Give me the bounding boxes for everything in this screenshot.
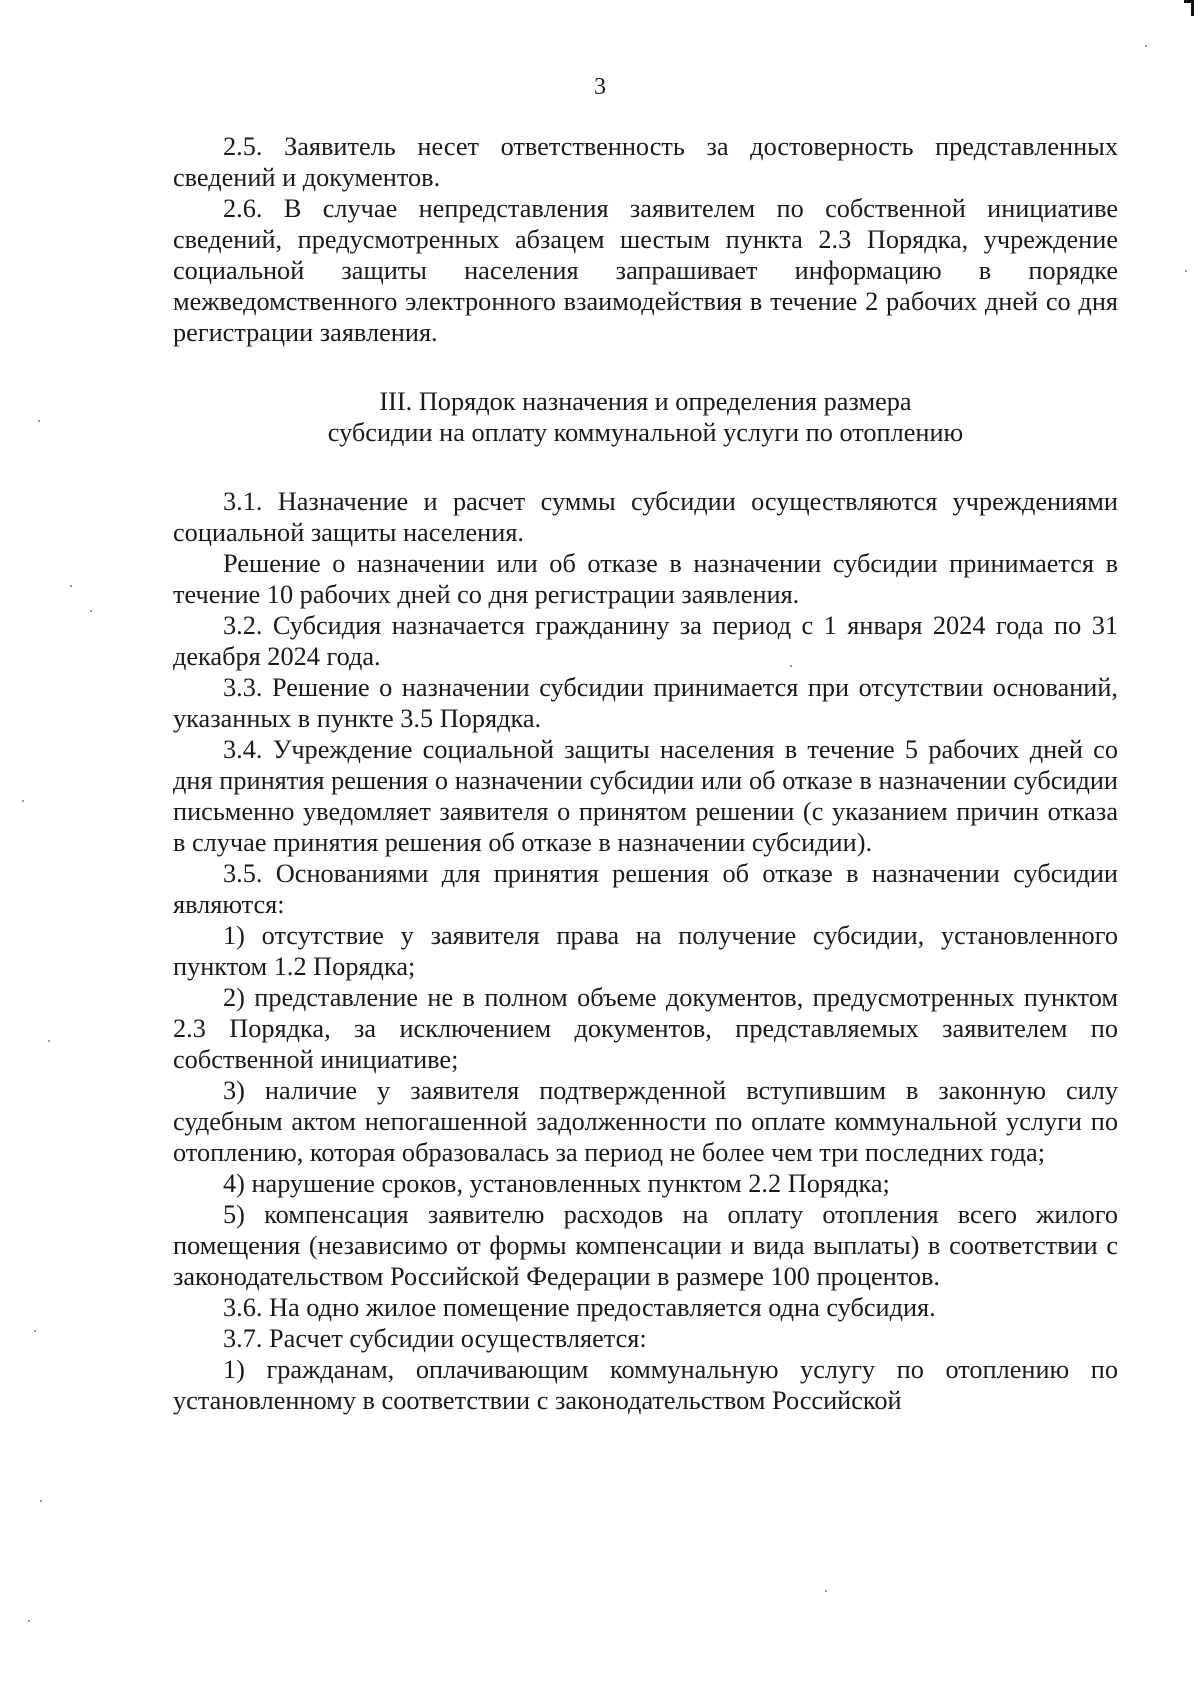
- paragraph-3-1: 3.1. Назначение и расчет суммы субсидии осуществляются учреждениями социальной защиты населения.: [173, 487, 1118, 547]
- list-item-3-5-4: 4) нарушение сроков, установленных пунктом 2.2 Порядка;: [223, 1169, 890, 1198]
- paragraph-3-7: 3.7. Расчет субсидии осуществляется:: [223, 1324, 647, 1353]
- scan-speck: [34, 1330, 36, 1332]
- page-number: 3: [594, 74, 606, 100]
- scan-speck: [38, 420, 40, 422]
- paragraph-2-6: 2.6. В случае непредставления заявителем по собственной инициативе сведений, предусмотренных абзацем шестым пункта 2.3 Порядка, учреждение социальной защиты населения запрашивает информацию в порядке межведомственного электронного взаимодействия в течение 2 рабочих дней со дня регистрации заявления.: [173, 194, 1118, 347]
- paragraph-2-5: 2.5. Заявитель несет ответственность за достоверность представленных сведений и документов.: [173, 132, 1118, 192]
- paragraph-3-5: 3.5. Основаниями для принятия решения об отказе в назначении субсидии являются:: [173, 859, 1118, 919]
- list-item-3-5-5: 5) компенсация заявителю расходов на оплату отопления всего жилого помещения (независимо от формы компенсации и вида выплаты) в соответствии с законодательством Российской Федерации в размере 100 процентов.: [173, 1200, 1118, 1291]
- scan-speck: [825, 1590, 827, 1592]
- scan-speck: [40, 1500, 42, 1502]
- scan-speck: [70, 585, 72, 587]
- paragraph-3-1-decision: Решение о назначении или об отказе в назначении субсидии принимается в течение 10 рабочих дней со дня регистрации заявления.: [173, 549, 1118, 609]
- section-3-heading-line-2: субсидии на оплату коммунальной услуги по отоплению: [327, 418, 964, 447]
- corner-bracket-mark: [1184, 0, 1194, 16]
- scan-speck: [1145, 45, 1147, 47]
- document-body: [173, 131, 1118, 1416]
- scan-speck: [28, 1620, 30, 1622]
- list-item-3-5-2: 2) представление не в полном объеме документов, предусмотренных пунктом 2.3 Порядка, за исключением документов, представляемых заявителем по собственной инициативе;: [173, 983, 1118, 1074]
- list-item-3-5-3: 3) наличие у заявителя подтвержденной вступившим в законную силу судебным актом непогашенной задолженности по оплате коммунальной услуги по отоплению, которая образовалась за период не более чем три последних года;: [173, 1076, 1118, 1167]
- scan-speck: [90, 610, 92, 612]
- paragraph-3-4: 3.4. Учреждение социальной защиты населения в течение 5 рабочих дней со дня принятия решения о назначении субсидии или об отказе в назначении субсидии письменно уведомляет заявителя о принятом решении (с указанием причин отказа в случае принятия решения об отказе в назначении субсидии).: [173, 735, 1118, 857]
- list-item-3-7-1: 1) гражданам, оплачивающим коммунальную услугу по отоплению по установленному в соответствии с законодательством Российской: [173, 1355, 1118, 1415]
- scan-speck: [1185, 270, 1187, 272]
- list-item-3-5-1: 1) отсутствие у заявителя права на получение субсидии, установленного пунктом 1.2 Порядка;: [173, 921, 1118, 981]
- paragraph-3-6: 3.6. На одно жилое помещение предоставляется одна субсидия.: [223, 1293, 936, 1322]
- paragraph-3-3: 3.3. Решение о назначении субсидии принимается при отсутствии оснований, указанных в пункте 3.5 Порядка.: [173, 673, 1118, 733]
- section-3-heading-line-1: III. Порядок назначения и определения размера: [379, 387, 912, 416]
- paragraph-3-2: 3.2. Субсидия назначается гражданину за период с 1 января 2024 года по 31 декабря 2024 года.: [173, 611, 1118, 671]
- scan-speck: [48, 1040, 50, 1042]
- scan-speck: [790, 665, 792, 667]
- scan-speck: [22, 800, 24, 802]
- section-3-heading: [173, 386, 1118, 448]
